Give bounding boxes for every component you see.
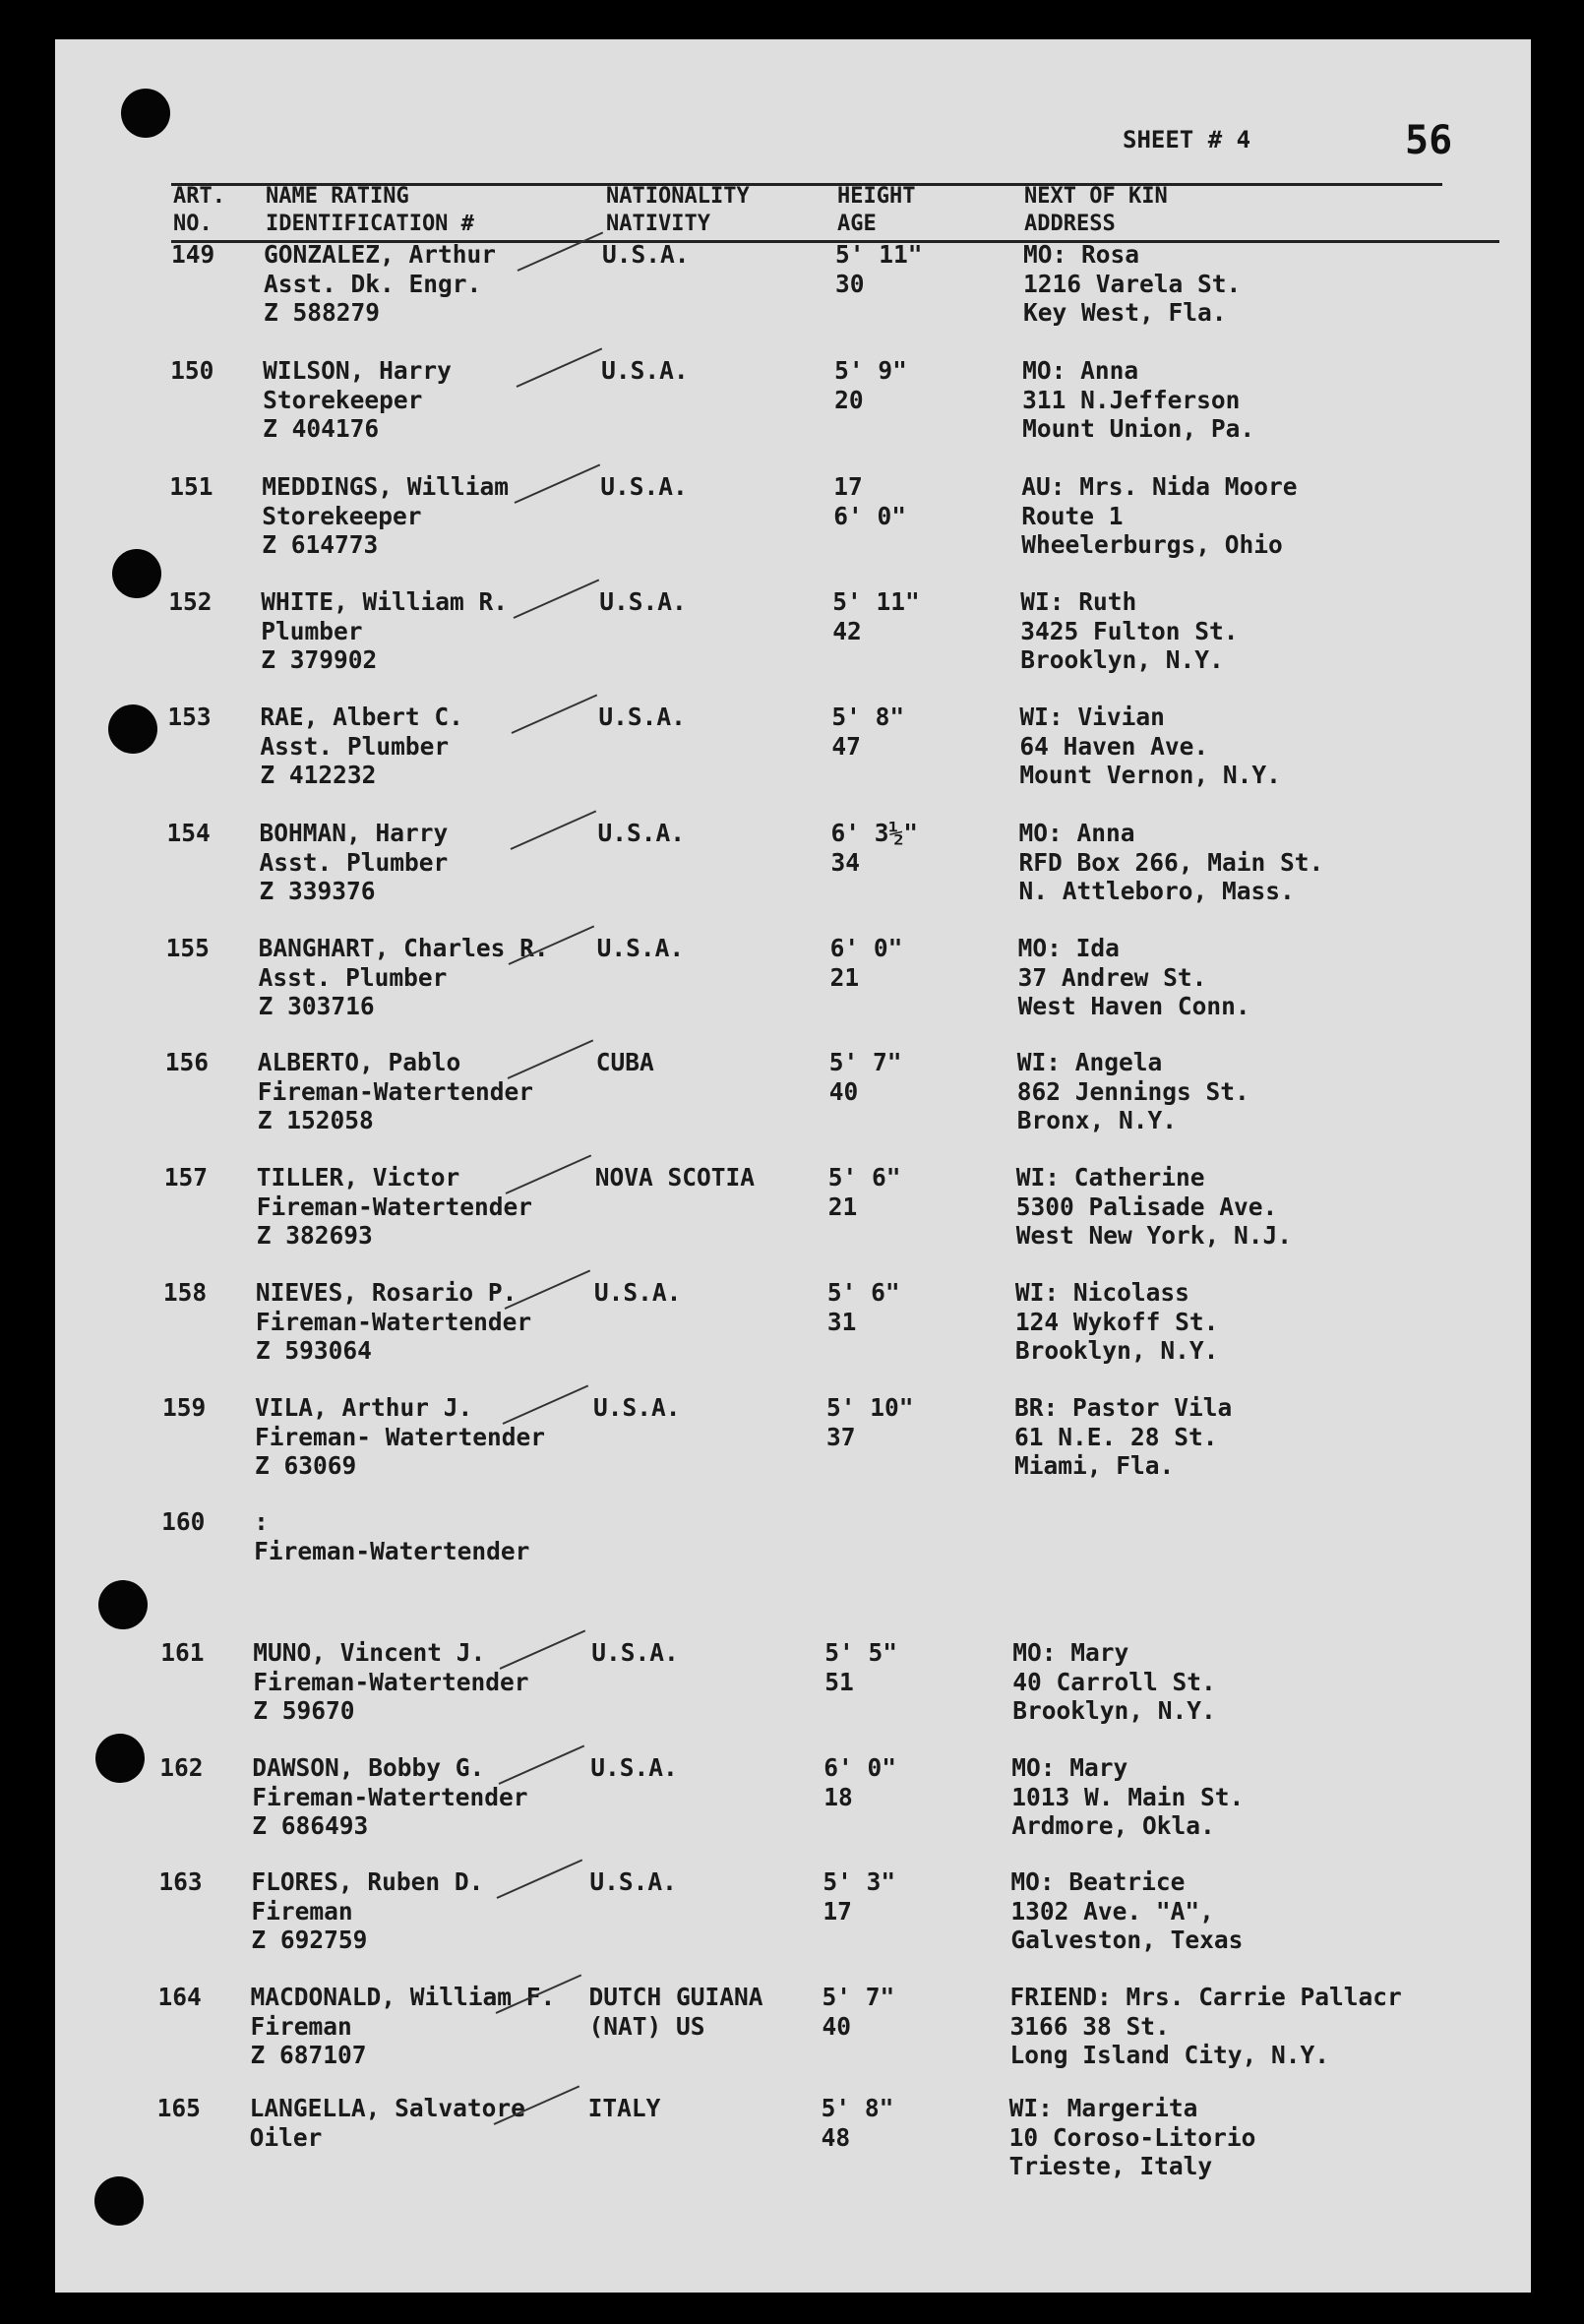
entry-height-age: 5' 8" 48 [821, 2094, 894, 2152]
entry-next-of-kin: MO: Rosa 1216 Varela St. Key West, Fla. [1023, 240, 1242, 327]
entry-next-of-kin: MO: Anna 311 N.Jefferson Mount Union, Pa. [1022, 356, 1255, 443]
entry-name-rating-id: WILSON, Harry Storekeeper Z 404176 [263, 356, 452, 443]
entry-number: 159 [162, 1393, 207, 1422]
entry-height-age: 5' 7" 40 [822, 1983, 895, 2041]
check-mark-stroke [515, 463, 601, 503]
entry-nationality: U.S.A. [602, 240, 690, 269]
entry-name-rating-id: RAE, Albert C. Asst. Plumber Z 412232 [260, 703, 463, 789]
page-number: 56 [1405, 118, 1453, 163]
entry-nationality: U.S.A. [597, 819, 686, 847]
entry-number: 149 [171, 240, 215, 269]
entry-name-rating-id: ALBERTO, Pablo Fireman-Watertender Z 152058 [257, 1048, 533, 1134]
punch-hole [112, 549, 161, 598]
entry-nationality: U.S.A. [600, 472, 688, 501]
entry-number: 161 [160, 1638, 205, 1667]
entry-height-age: 5' 11" 42 [832, 587, 920, 645]
header-height-age: HEIGHT AGE [837, 184, 916, 236]
entry-next-of-kin: MO: Beatrice 1302 Ave. "A", Galveston, Texas [1010, 1867, 1244, 1954]
entry-height-age: 6' 3½" 34 [830, 819, 919, 877]
header-next-of-kin: NEXT OF KIN ADDRESS [1024, 184, 1168, 236]
entry-next-of-kin: WI: Angela 862 Jennings St. Bronx, N.Y. [1016, 1048, 1249, 1134]
entry-nationality: U.S.A. [589, 1867, 677, 1896]
entry-name-rating-id: FLORES, Ruben D. Fireman Z 692759 [251, 1867, 484, 1954]
entry-height-age: 5' 6" 21 [827, 1163, 901, 1221]
entry-nationality: CUBA [595, 1048, 654, 1076]
check-mark-stroke [513, 579, 599, 618]
entry-height-age: 5' 11" 30 [835, 240, 923, 298]
entry-nationality: U.S.A. [591, 1638, 679, 1667]
entry-height-age: 5' 6" 31 [826, 1278, 900, 1336]
entry-next-of-kin: MO: Ida 37 Andrew St. West Haven Conn. [1017, 934, 1250, 1020]
entry-nationality: ITALY [587, 2094, 661, 2122]
entry-name-rating-id: MEDDINGS, William Storekeeper Z 614773 [262, 472, 509, 559]
entry-height-age: 5' 10" 37 [826, 1393, 914, 1451]
check-mark-stroke [518, 231, 604, 271]
entry-height-age: 6' 0" 21 [829, 934, 903, 992]
header-name-rating: NAME RATING IDENTIFICATION # [266, 184, 474, 236]
entry-nationality: U.S.A. [593, 1278, 682, 1307]
document-page [55, 39, 1531, 2293]
entry-next-of-kin: MO: Anna RFD Box 266, Main St. N. Attleboro, Mass. [1018, 819, 1324, 905]
entry-height-age: 5' 9" 20 [834, 356, 907, 414]
entry-next-of-kin: FRIEND: Mrs. Carrie Pallacr 3166 38 St. Long Island City, N.Y. [1009, 1983, 1402, 2069]
check-mark-stroke [510, 810, 596, 849]
entry-nationality: U.S.A. [590, 1753, 678, 1782]
sheet-label: SHEET # 4 [1123, 126, 1251, 153]
entry-next-of-kin: WI: Margerita 10 Coroso-Litorio Trieste, Italy [1008, 2094, 1256, 2180]
entry-next-of-kin: BR: Pastor Vila 61 N.E. 28 St. Miami, Fla. [1014, 1393, 1233, 1480]
entry-number: 151 [169, 472, 213, 501]
entry-name-rating-id: GONZALEZ, Arthur Asst. Dk. Engr. Z 588279 [264, 240, 497, 327]
entry-number: 152 [168, 587, 213, 616]
entry-height-age: 17 6' 0" [833, 472, 906, 530]
entry-name-rating-id: BANGHART, Charles R. Asst. Plumber Z 303716 [258, 934, 549, 1020]
entry-nationality: DUTCH GUIANA (NAT) US [588, 1983, 763, 2041]
punch-hole [98, 1580, 148, 1629]
check-mark-stroke [512, 694, 598, 733]
entry-number: 163 [158, 1867, 203, 1896]
punch-hole [94, 2176, 144, 2226]
entry-nationality: U.S.A. [601, 356, 689, 385]
entry-name-rating-id: WHITE, William R. Plumber Z 379902 [261, 587, 509, 674]
entry-height-age: 5' 3" 17 [822, 1867, 896, 1926]
entry-name-rating-id: NIEVES, Rosario P. Fireman-Watertender Z 593064 [255, 1278, 532, 1365]
entry-name-rating-id: MUNO, Vincent J. Fireman-Watertender Z 59670 [253, 1638, 529, 1725]
entry-next-of-kin: MO: Mary 40 Carroll St. Brooklyn, N.Y. [1012, 1638, 1216, 1725]
header-nationality: NATIONALITY NATIVITY [606, 184, 750, 236]
entry-next-of-kin: AU: Mrs. Nida Moore Route 1 Wheelerburgs, Ohio [1021, 472, 1298, 559]
entry-number: 153 [167, 703, 212, 731]
punch-hole [108, 704, 157, 754]
entry-number: 150 [170, 356, 214, 385]
entry-nationality: U.S.A. [593, 1393, 681, 1422]
punch-hole [121, 89, 170, 138]
entry-next-of-kin: WI: Vivian 64 Haven Ave. Mount Vernon, N.Y. [1019, 703, 1281, 789]
entry-number: 160 [161, 1507, 206, 1536]
entry-next-of-kin: MO: Mary 1013 W. Main St. Ardmore, Okla. [1011, 1753, 1245, 1840]
entry-number: 158 [162, 1278, 208, 1307]
entry-number: 164 [157, 1983, 202, 2011]
entry-nationality: U.S.A. [598, 703, 686, 731]
entry-next-of-kin: WI: Nicolass 124 Wykoff St. Brooklyn, N.Y. [1014, 1278, 1219, 1365]
entry-nationality: NOVA SCOTIA [594, 1163, 756, 1192]
check-mark-stroke [516, 347, 602, 387]
entry-number: 154 [166, 819, 211, 847]
check-mark-stroke [497, 1859, 583, 1898]
entry-next-of-kin: WI: Ruth 3425 Fulton St. Brooklyn, N.Y. [1020, 587, 1239, 674]
entry-height-age: 6' 0" 18 [823, 1753, 897, 1811]
entry-nationality: U.S.A. [599, 587, 687, 616]
entry-name-rating-id: DAWSON, Bobby G. Fireman-Watertender Z 686493 [252, 1753, 528, 1840]
entry-number: 155 [165, 934, 210, 962]
entry-name-rating-id: TILLER, Victor Fireman-Watertender Z 382693 [256, 1163, 533, 1250]
entry-height-age: 5' 5" 51 [824, 1638, 897, 1696]
entry-number: 162 [159, 1753, 204, 1782]
entry-name-rating-id: VILA, Arthur J. Fireman- Watertender Z 63069 [255, 1393, 546, 1480]
entry-name-rating-id: : Fireman-Watertender [254, 1507, 530, 1565]
header-art-no: ART. NO. [173, 184, 225, 236]
entry-number: 165 [156, 2094, 201, 2122]
entry-next-of-kin: WI: Catherine 5300 Palisade Ave. West New York, N.J. [1015, 1163, 1293, 1250]
entry-nationality: U.S.A. [596, 934, 685, 962]
entry-number: 156 [164, 1048, 209, 1076]
entry-name-rating-id: MACDONALD, William F. Fireman Z 687107 [250, 1983, 556, 2069]
entry-height-age: 5' 7" 40 [828, 1048, 902, 1106]
entry-number: 157 [163, 1163, 209, 1192]
punch-hole [95, 1734, 145, 1783]
entry-height-age: 5' 8" 47 [831, 703, 905, 761]
entry-name-rating-id: BOHMAN, Harry Asst. Plumber Z 339376 [259, 819, 449, 905]
entry-name-rating-id: LANGELLA, Salvatore Oiler [249, 2094, 525, 2152]
